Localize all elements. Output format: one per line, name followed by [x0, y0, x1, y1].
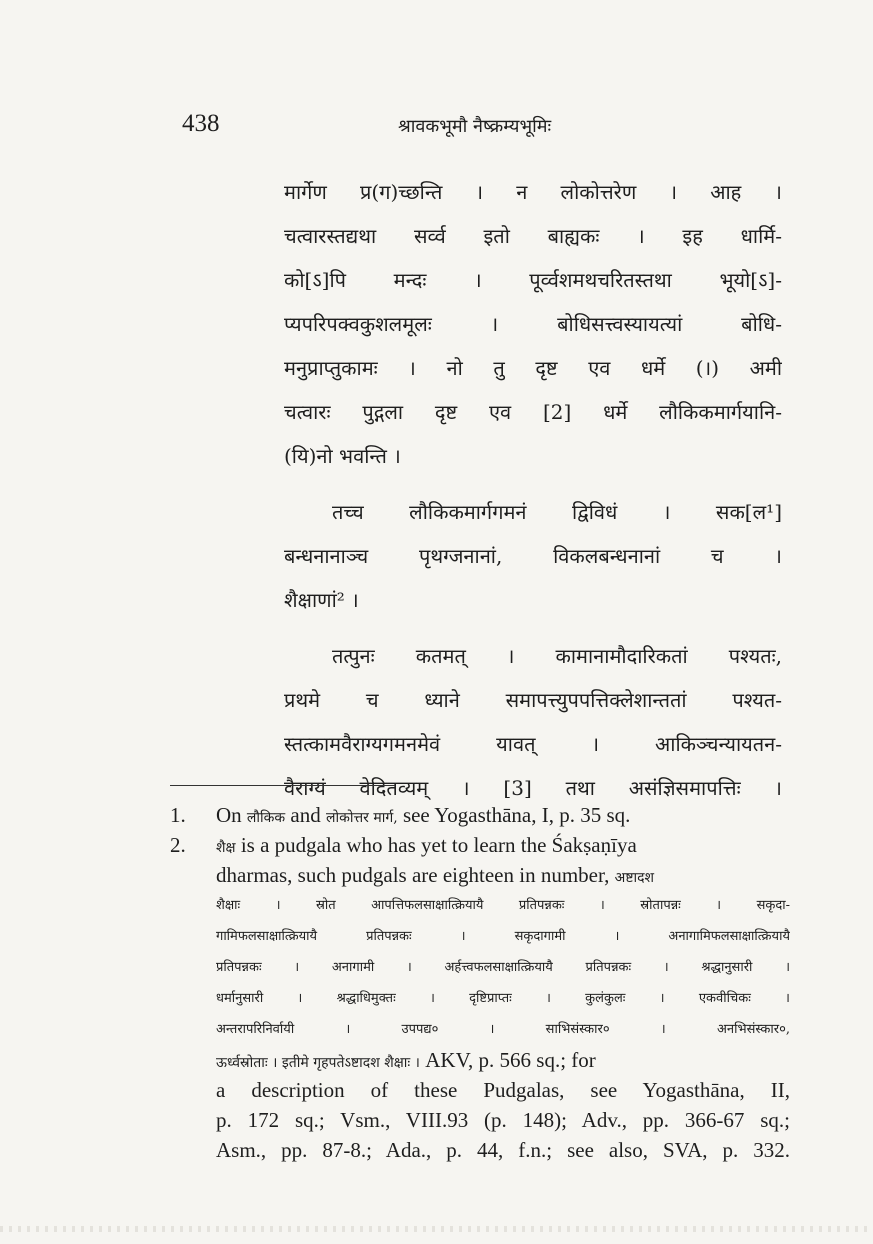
footnote-devanagari-line: अन्तरापरिनिर्वायी । उपपद्य० । साभिसंस्कार० । अनभिसंस्कार०, [216, 1022, 790, 1037]
footnote-text: AKV, p. 566 sq.; for [425, 1048, 596, 1072]
main-line: प्यपरिपक्वकुशलमूलः । बोधिसत्त्वस्यायत्यां बोधि- [284, 312, 782, 336]
main-line: चत्वारः पुद्गला दृष्ट एव [2] धर्मे लौकिकमार्गयानि- [284, 400, 782, 424]
footnote-devanagari: अष्टादश [614, 870, 655, 886]
main-line: स्तत्कामवैराग्यगमनमेवं यावत् । आकिञ्चन्यायतन- [284, 732, 782, 756]
main-line: तच्च लौकिकमार्गगमनं द्विविधं । सक[ल¹] [332, 500, 782, 524]
footnote-line [170, 830, 790, 860]
footnote-text: dharmas, such pudgals are eighteen in number, [216, 863, 610, 887]
main-line: बन्धनानाञ्च पृथग्जनानां, विकलबन्धनानां च । [284, 544, 782, 568]
footnote-devanagari-line: शैक्षाः । स्रोत आपत्तिफलसाक्षात्क्रियायै प्रतिपन्नकः । स्रोतापन्नः । सकृदा- [216, 898, 790, 913]
footnote-line [170, 1045, 790, 1075]
footnote-number: 2. [170, 833, 186, 857]
footnote-devanagari-line: गामिफलसाक्षात्क्रियायै प्रतिपन्नकः । सकृदागामी । अनागामिफलसाक्षात्क्रियायै [216, 929, 790, 944]
footnote-1 [170, 800, 790, 830]
main-line: शैक्षाणां² । [284, 588, 359, 612]
footnote-devanagari: शैक्ष [216, 840, 236, 856]
main-line: (यि)नो भवन्ति । [284, 444, 401, 468]
footnote-text: On [216, 803, 242, 827]
footnote-rule [170, 785, 395, 786]
footnote-devanagari-line: प्रतिपन्नकः । अनागामी । अर्हत्त्वफलसाक्षात्क्रियायै प्रतिपन्नकः । श्रद्धानुसारी । [216, 960, 790, 975]
footnote-line [170, 800, 790, 830]
footnote-number: 1. [170, 803, 186, 827]
main-line: मनुप्राप्तुकामः । नो तु दृष्ट एव धर्मे (।) अमी [284, 356, 782, 380]
footnote-devanagari-line: धर्मानुसारी । श्रद्धाधिमुक्तः । दृष्टिप्राप्तः । कुलंकुलः । एकवीचिकः । [216, 991, 790, 1006]
main-line: तत्पुनः कतमत् । कामानामौदारिकतां पश्यतः, [332, 644, 782, 668]
footnote-devanagari: ऊर्ध्वस्रोताः । इतीमे गृहपतेऽष्टादश शैक्षाः । [216, 1055, 420, 1071]
footnote-devanagari: लोकोत्तर मार्ग, [326, 810, 398, 826]
footnote-line: Asm., pp. 87-8.; Ada., p. 44, f.n.; see also, SVA, p. 332. [216, 1138, 790, 1162]
main-text [284, 170, 782, 810]
footnote-line: p. 172 sq.; Vsm., VIII.93 (p. 148); Adv., pp. 366-67 sq.; [216, 1108, 790, 1132]
footnote-text: and [290, 803, 321, 827]
main-line: चत्वारस्तद्यथा सर्व्व इतो बाह्यकः । इह धार्मि- [284, 224, 782, 248]
scan-noise [0, 1226, 873, 1232]
footnote-line [170, 860, 790, 890]
page-number: 438 [182, 110, 220, 137]
footnote-2 [170, 830, 790, 1165]
running-head: श्रावकभूमौ नैष्क्रम्यभूमिः [398, 116, 552, 137]
main-line: मार्गेण प्र(ग)च्छन्ति । न लोकोत्तरेण । आह । [284, 180, 782, 204]
footnote-text: is a pudgala who has yet to learn the Śakṣaṇīya [240, 833, 637, 857]
footnote-line: a description of these Pudgalas, see Yogasthāna, II, [216, 1078, 790, 1102]
footnote-text: see Yogasthāna, I, p. 35 sq. [402, 803, 631, 827]
main-line: प्रथमे च ध्याने समापत्त्युपपत्तिक्लेशान्ततां पश्यत- [284, 688, 782, 712]
footnote-devanagari: लौकिक [246, 810, 286, 826]
main-line: को[ऽ]पि मन्दः । पूर्व्वशमथचरितस्तथा भूयो[ऽ]- [284, 268, 782, 292]
main-line: वैराग्यं वेदितव्यम् । [3] तथा असंज्ञिसमापत्तिः । [284, 776, 782, 800]
